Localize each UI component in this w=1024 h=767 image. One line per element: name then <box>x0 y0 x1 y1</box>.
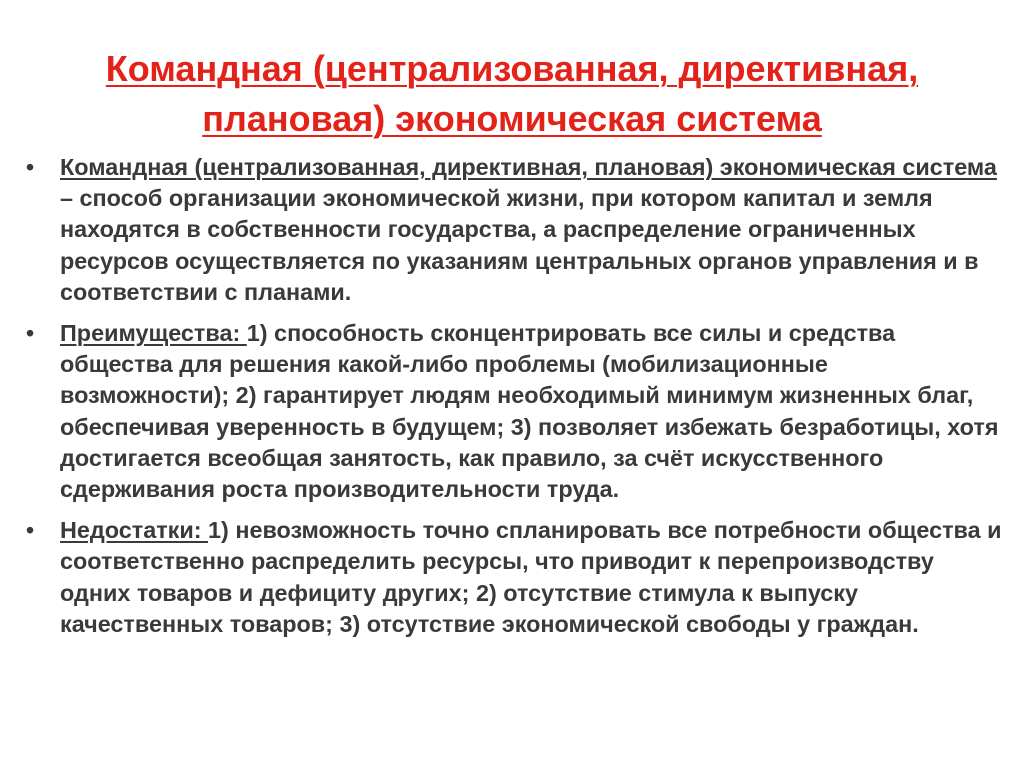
bullet-icon: • <box>26 320 35 347</box>
disadvantages-text: 1) невозможность точно спланировать все потребности общества и соответственно распределить ресурсы, что приводит к перепроизводству одних товаров и дефициту других; 2) отсутствие стимула к выпуску качественных товаров; 3) отсутствие экономической свободы у граждан. <box>60 517 1002 637</box>
slide-title <box>30 44 994 144</box>
bullet-advantages <box>24 318 1002 505</box>
bullet-list <box>24 152 1002 650</box>
definition-term: Командная (централизованная, директивная, плановая) экономическая система <box>60 154 997 180</box>
bullet-definition <box>24 152 1002 308</box>
advantages-text: 1) способность сконцентрировать все силы и средства общества для решения какой-либо проблемы (мобилизационные возможности); 2) гарантирует людям необходимый минимум жизненных благ, обеспечивая уверенность в будущем; 3) позволяет избежать безработицы, хотя достигается всеобщая занятость, как правило, за счёт искусственного сдерживания роста производительности труда. <box>60 320 999 503</box>
title-line-2: плановая) экономическая система <box>202 98 822 139</box>
advantages-term: Преимущества: <box>60 320 247 347</box>
disadvantages-term: Недостатки: <box>60 517 209 544</box>
bullet-icon: • <box>26 517 35 544</box>
title-line-1: Командная (централизованная, директивная, <box>105 48 919 89</box>
bullet-icon: • <box>26 154 35 180</box>
bullet-disadvantages <box>24 515 1002 640</box>
definition-text: – способ организации экономической жизни, при котором капитал и земля находятся в собственности государства, а распределение ограниченных ресурсов осуществляется по указаниям центральных органов управления и в соответствии с планами. <box>60 185 979 305</box>
